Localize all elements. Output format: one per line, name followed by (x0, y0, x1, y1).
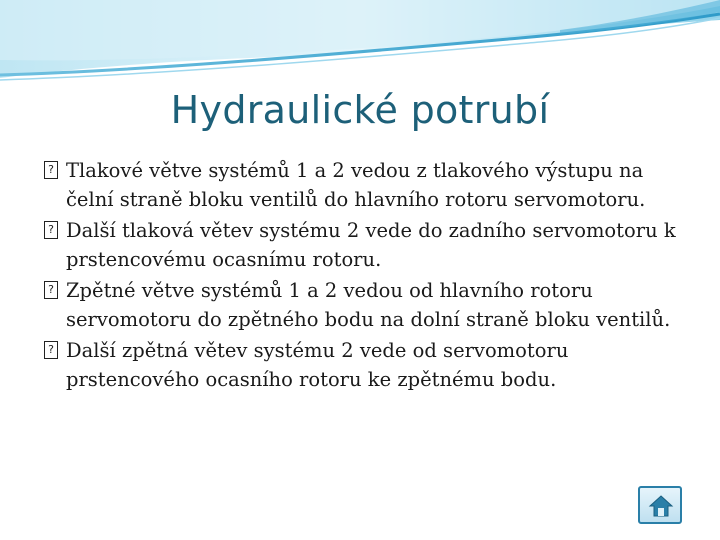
bullet-item (44, 336, 694, 394)
bullet-marker-icon: ? (44, 281, 58, 299)
bullet-list (44, 156, 694, 396)
bullet-text: Tlakové větve systémů 1 a 2 vedou z tlakového výstupu na čelní straně bloku ventilů do hlavního rotoru servomotoru. (66, 159, 646, 211)
bullet-text: Další tlaková větev systému 2 vede do zadního servomotoru k prstencovému ocasnímu rotoru. (66, 219, 676, 271)
bullet-item (44, 156, 694, 214)
bullet-text: Další zpětná větev systému 2 vede od servomotoru prstencového ocasního rotoru ke zpětnému bodu. (66, 339, 569, 391)
home-button[interactable] (638, 486, 682, 524)
slide-title: Hydraulické potrubí (170, 88, 550, 132)
bullet-marker-icon: ? (44, 221, 58, 239)
header-wave-decoration (0, 0, 720, 90)
bullet-marker-icon: ? (44, 161, 58, 179)
home-icon (648, 494, 674, 518)
bullet-marker-icon: ? (44, 341, 58, 359)
bullet-item (44, 276, 694, 334)
bullet-text: Zpětné větve systémů 1 a 2 vedou od hlavního rotoru servomotoru do zpětného bodu na dolní straně bloku ventilů. (66, 279, 671, 331)
bullet-item (44, 216, 694, 274)
